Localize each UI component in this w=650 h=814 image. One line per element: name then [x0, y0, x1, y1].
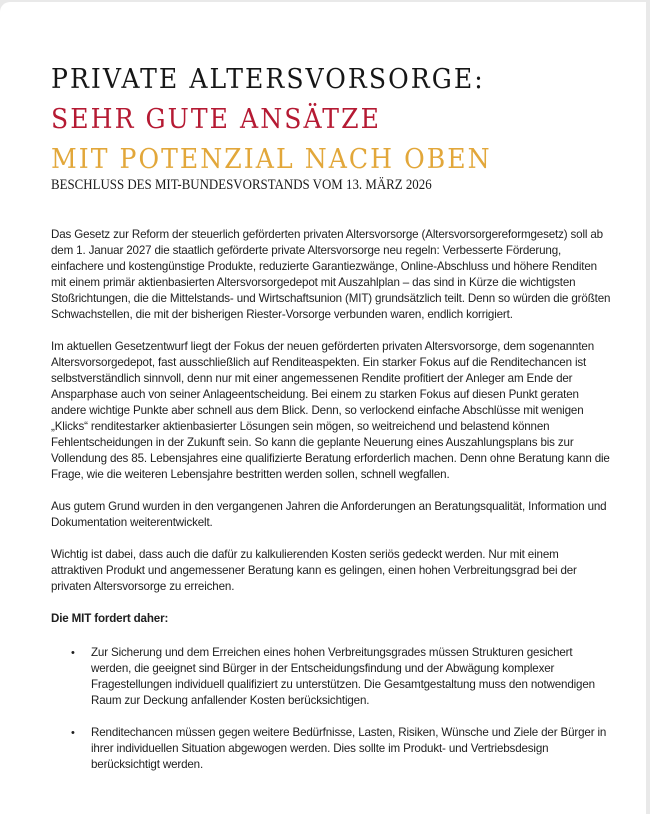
list-item-text: Zur Sicherung und dem Erreichen eines hohen Verbreitungsgrades müssen Strukturen gesichert werden, die geeignet sind Bürger in der Entscheidungsfindung und der Abwägung komplexer Fragestellungen individuell qualifiziert zu unterstützen. Die Gesamtgestaltung muss den notwendigen Raum zur Deckung anfallender Kosten berücksichtigen. [91, 646, 595, 707]
paragraph-costs: Wichtig ist dabei, dass auch die dafür zu kalkulierenden Kosten seriös gedeckt werden. Nur mit einem attraktiven Produkt und angemessener Beratung kann es gelingen, einen hohen Verbreitungsgrad bei der privaten Altersvorsorge zu erreichen. [51, 548, 577, 593]
document-title [51, 60, 525, 180]
title-line-gold: MIT POTENZIAL NACH OBEN [51, 144, 492, 175]
paragraph-focus: Im aktuellen Gesetzentwurf liegt der Fokus der neuen geförderten privaten Altersvorsorge, dem sogenannten Altersvorsorgedepot, fast ausschließlich auf Renditeaspekten. Ein starker Fokus auf die Renditechancen ist selbstverständlich sinnvoll, denn nur mit einer angemessenen Rendite profitiert der Anleger am Ende der Ansparphase auch von seiner Anlageentscheidung. Bei einem zu starken Fokus auf diesen Punkt geraten andere wichtige Punkte aber schnell aus dem Blick. Denn, so verlockend einfache Abschlüsse mit wenigen „Klicks“ renditestarker aktienbasierter Lösungen sein mögen, so weitreichend und belastend können Fehlentscheidungen in der Zukunft sein. So kann die geplante Neuerung eines Auszahlungsplans bis zur Vollendung des 85. Lebensjahres eine qualifizierte Beratung erforderlich machen. Denn ohne Beratung kann die Frage, wie die weiteren Lebensjahre bestritten werden sollen, schnell wegfallen. [51, 340, 610, 481]
list-item-text: Renditechancen müssen gegen weitere Bedürfnisse, Lasten, Risiken, Wünsche und Ziele der Bürger in ihrer individuellen Situation abgewogen werden. Dies sollte im Produkt- und Vertriebsdesign berücksichtigt werden. [91, 726, 607, 771]
paragraph-intro: Das Gesetz zur Reform der steuerlich geförderten privaten Altersvorsorge (Altersvorsorgereformgesetz) soll ab dem 1. Januar 2027 die staatlich geförderte private Altersvorsorge neu regeln: Verbesserte Förderung, einfachere und kostengünstige Produkte, reduzierte Garantiezwänge, Online-Abschluss und höhere Renditen mit einem primär aktienbasierten Altersvorsorgedepot mit Auszahlplan – das sind in Kürze die wichtigsten Stoßrichtungen, die die Mittelstands- und Wirtschaftsunion (MIT) grundsätzlich teilt. Denn so würden die größten Schwachstellen, die mit der bisherigen Riester-Vorsorge verbunden waren, endlich korrigiert. [51, 228, 611, 321]
list-item [51, 645, 611, 709]
demands-list [51, 645, 611, 773]
title-line-red: SEHR GUTE ANSÄTZE [51, 104, 381, 135]
document-subtitle: BESCHLUSS DES MIT-BUNDESVORSTANDS VOM 13. MÄRZ 2026 [51, 177, 432, 193]
paragraph-reason: Aus gutem Grund wurden in den vergangenen Jahren die Anforderungen an Beratungsqualität, Information und Dokumentation weiterentwickelt. [51, 500, 607, 529]
bullet-icon: • [71, 727, 75, 739]
document-body [51, 227, 611, 789]
demands-heading: Die MIT fordert daher: [51, 612, 169, 625]
list-item [51, 725, 611, 773]
bullet-icon: • [71, 647, 75, 659]
document-page [0, 2, 646, 814]
title-line-main: PRIVATE ALTERSVORSORGE: [51, 64, 485, 95]
